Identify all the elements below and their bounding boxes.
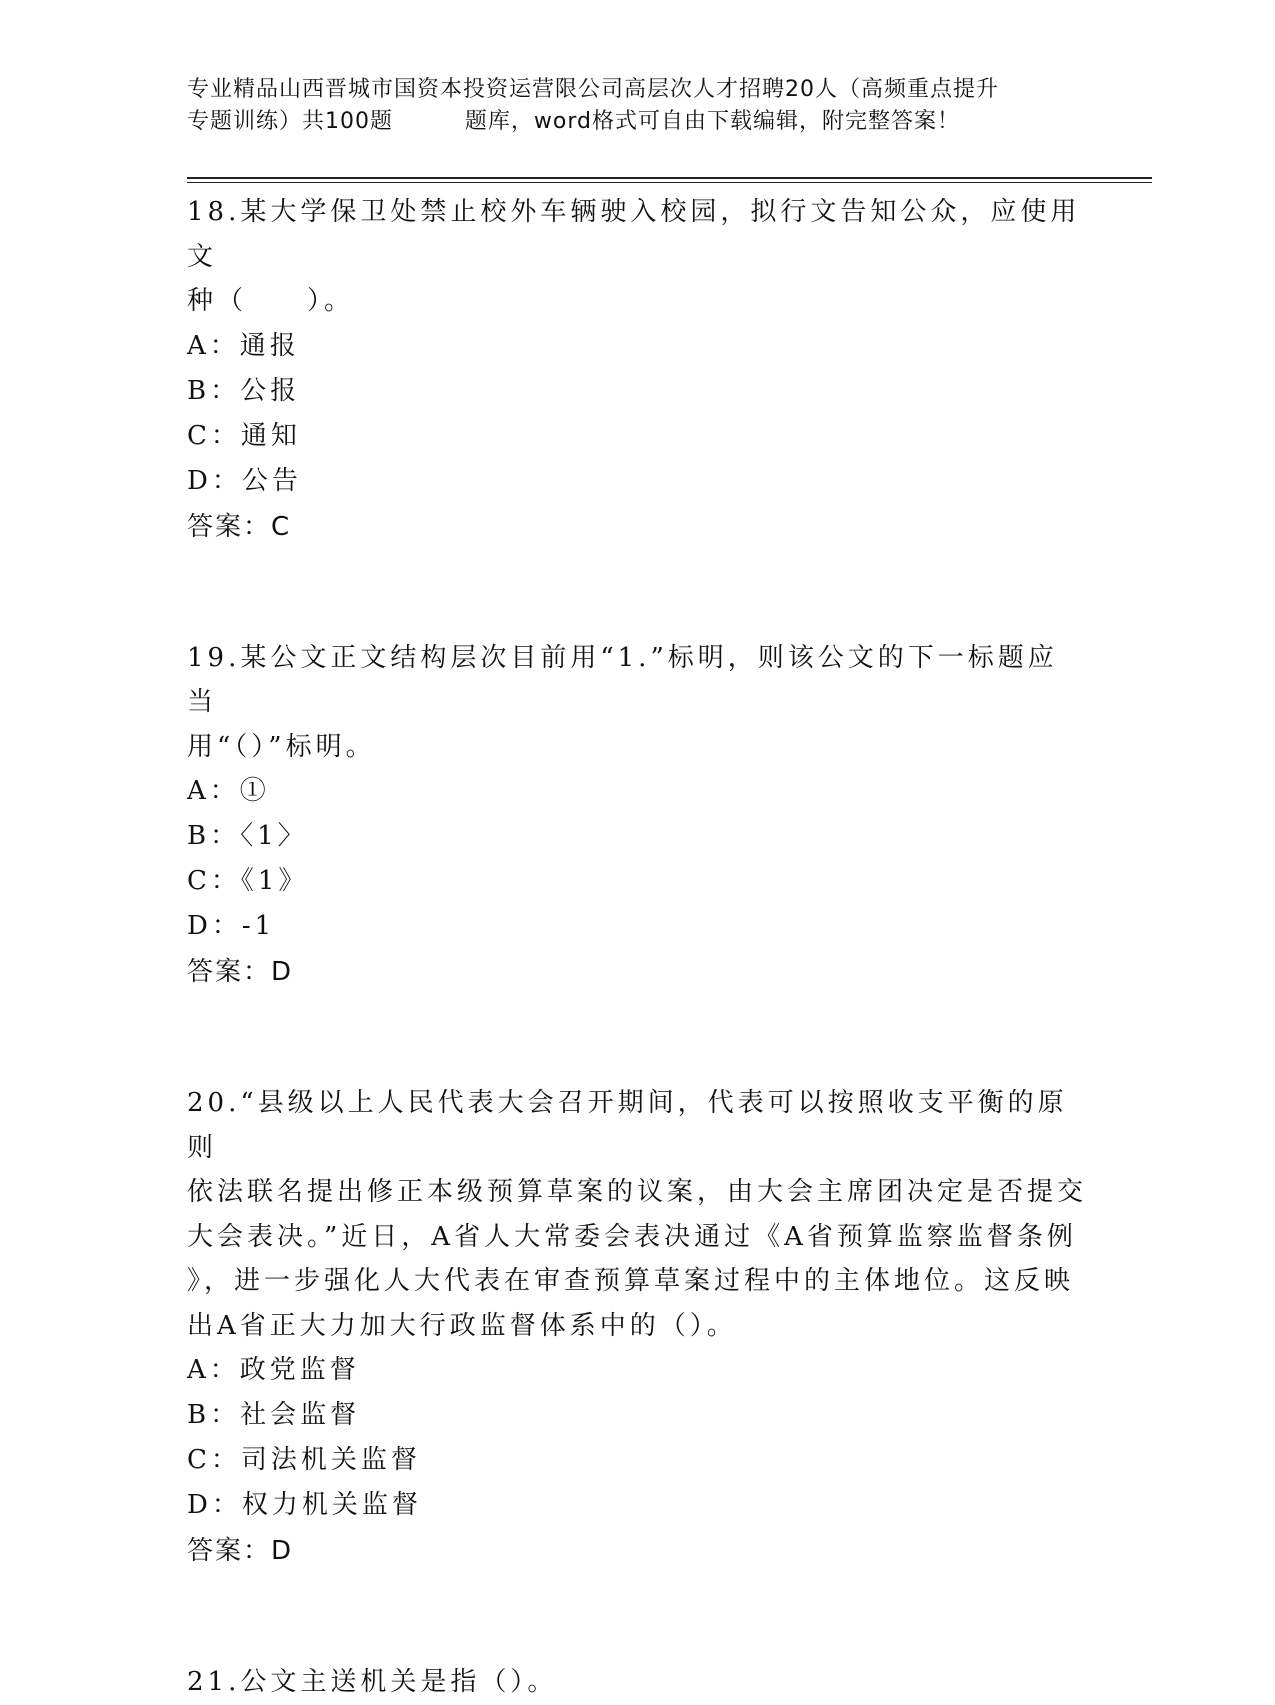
header-line-1: 专业精品山西晋城市国资本投资运营限公司高层次人才招聘20人（高频重点提升 — [187, 77, 999, 102]
option-b: B：〈1〉 — [187, 821, 308, 851]
option-a: A：① — [187, 776, 270, 806]
question-text-line: 种（ ）。 — [187, 286, 355, 316]
question-text-line: 21.公文主送机关是指（）。 — [187, 1667, 558, 1697]
option-b: B：社会监督 — [187, 1400, 361, 1430]
question-list — [187, 190, 1087, 1705]
question-20 — [187, 1081, 1087, 1574]
option-d: D：-1 — [187, 911, 276, 941]
header-divider-thick — [187, 177, 1152, 179]
answer-label: 答案：C — [187, 511, 292, 542]
header-line-2: 专题训练）共100题 题库，word格式可自由下载编辑，附完整答案！ — [187, 109, 961, 134]
option-c: C：《1》 — [187, 866, 309, 896]
option-a: A：通报 — [187, 330, 300, 361]
option-c: C：司法机关监督 — [187, 1445, 421, 1475]
question-text-line: 大会表决。”近日，A省人大常委会表决通过《A省预算监察监督条例 — [187, 1221, 1077, 1252]
question-text-line: 出A省正大力加大行政监督体系中的（）。 — [187, 1310, 737, 1341]
question-19 — [187, 636, 1087, 996]
option-b: B：公报 — [187, 375, 301, 406]
answer-label: 答案：D — [187, 1536, 294, 1566]
question-text-line: 依法联名提出修正本级预算草案的议案，由大会主席团决定是否提交 — [187, 1177, 1088, 1207]
question-text-line: 》，进一步强化人大代表在审查预算草案过程中的主体地位。这反映 — [187, 1266, 1075, 1296]
question-text-line: 用“（）”标明。 — [187, 731, 376, 762]
question-18 — [187, 190, 1087, 550]
question-text-line: 19.某公文正文结构层次目前用“1.”标明，则该公文的下一标题应当 — [187, 642, 1058, 717]
option-d: D：权力机关监督 — [187, 1490, 422, 1520]
question-21 — [187, 1660, 1087, 1705]
option-d: D：公告 — [187, 465, 302, 496]
option-a: A：政党监督 — [187, 1355, 360, 1385]
answer-label: 答案：D — [187, 957, 294, 987]
question-text-line: 18.某大学保卫处禁止校外车辆驶入校园，拟行文告知公众，应使用文 — [187, 197, 1081, 272]
document-header — [187, 74, 1077, 138]
question-text-line: 20.“县级以上人民代表大会召开期间，代表可以按照收支平衡的原则 — [187, 1088, 1068, 1163]
option-c: C：通知 — [187, 420, 301, 451]
header-divider-thin — [187, 182, 1152, 183]
